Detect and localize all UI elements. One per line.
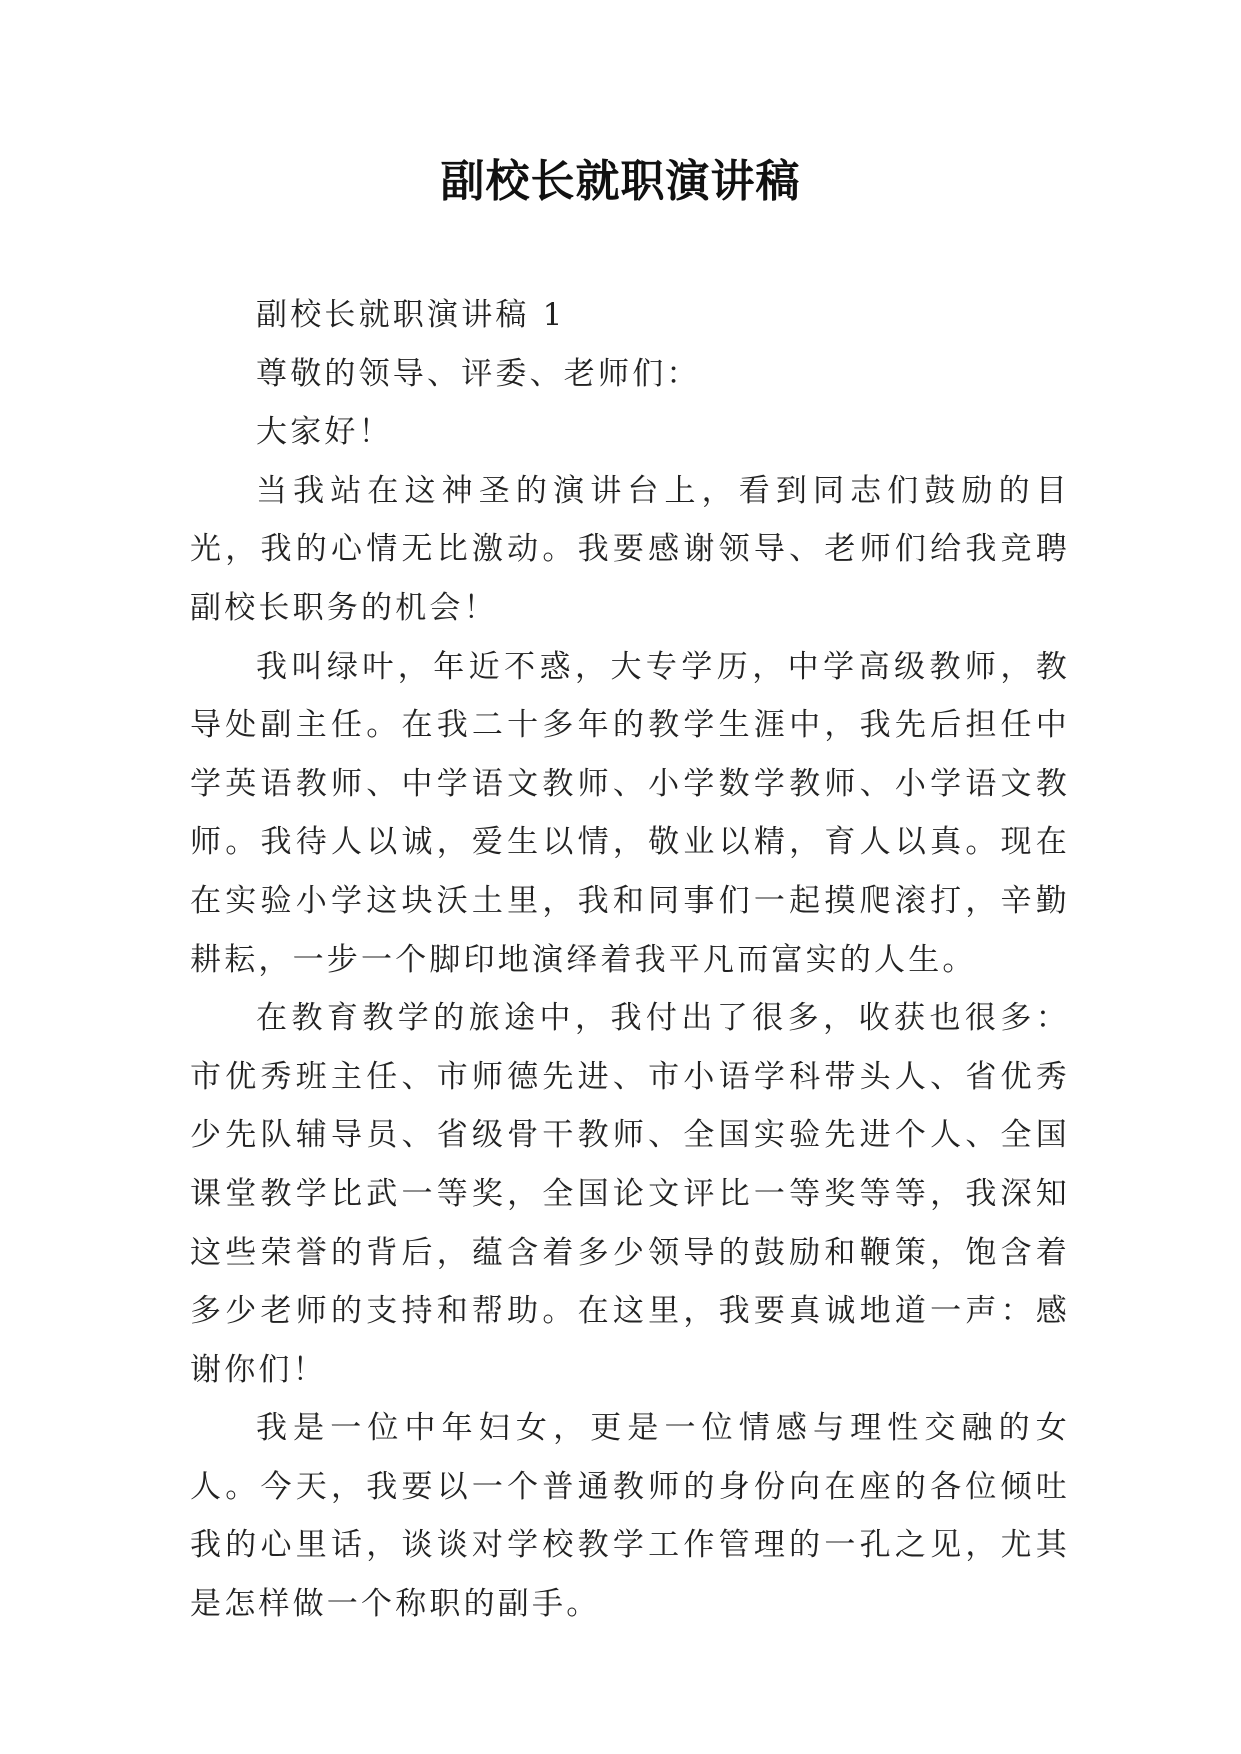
paragraph: 我是一位中年妇女，更是一位情感与理性交融的女人。今天，我要以一个普通教师的身份向在座的各位倾吐我的心里话，谈谈对学校教学工作管理的一孔之见，尤其是怎样做一个称职的副手。 xyxy=(190,1410,1070,1623)
document-title: 副校长就职演讲稿 xyxy=(440,156,801,207)
paragraph: 我叫绿叶，年近不惑，大专学历，中学高级教师，教导处副主任。在我二十多年的教学生涯中，我先后担任中学英语教师、中学语文教师、小学数学教师、小学语文教师。我待人以诚，爱生以情，敬业以精，育人以真。现在在实验小学这块沃土里，我和同事们一起摸爬滚打，辛勤耕耘，一步一个脚印地演绎着我平凡而富实的人生。 xyxy=(190,648,1070,978)
salutation: 尊敬的领导、评委、老师们： xyxy=(256,355,701,392)
paragraph: 在教育教学的旅途中，我付出了很多，收获也很多：市优秀班主任、市师德先进、市小语学科带头人、省优秀少先队辅导员、省级骨干教师、全国实验先进个人、全国课堂教学比武一等奖，全国论文评比一等奖等等，我深知这些荣誉的背后，蕴含着多少领导的鼓励和鞭策，饱含着多少老师的支持和帮助。在这里，我要真诚地道一声：感谢你们！ xyxy=(190,1000,1070,1388)
greeting: 大家好！ xyxy=(256,414,393,451)
section-heading: 副校长就职演讲稿 1 xyxy=(256,297,566,333)
paragraph: 当我站在这神圣的演讲台上，看到同志们鼓励的目光，我的心情无比激动。我要感谢领导、老师们给我竞聘副校长职务的机会！ xyxy=(190,472,1070,626)
document-body xyxy=(190,286,1070,1634)
